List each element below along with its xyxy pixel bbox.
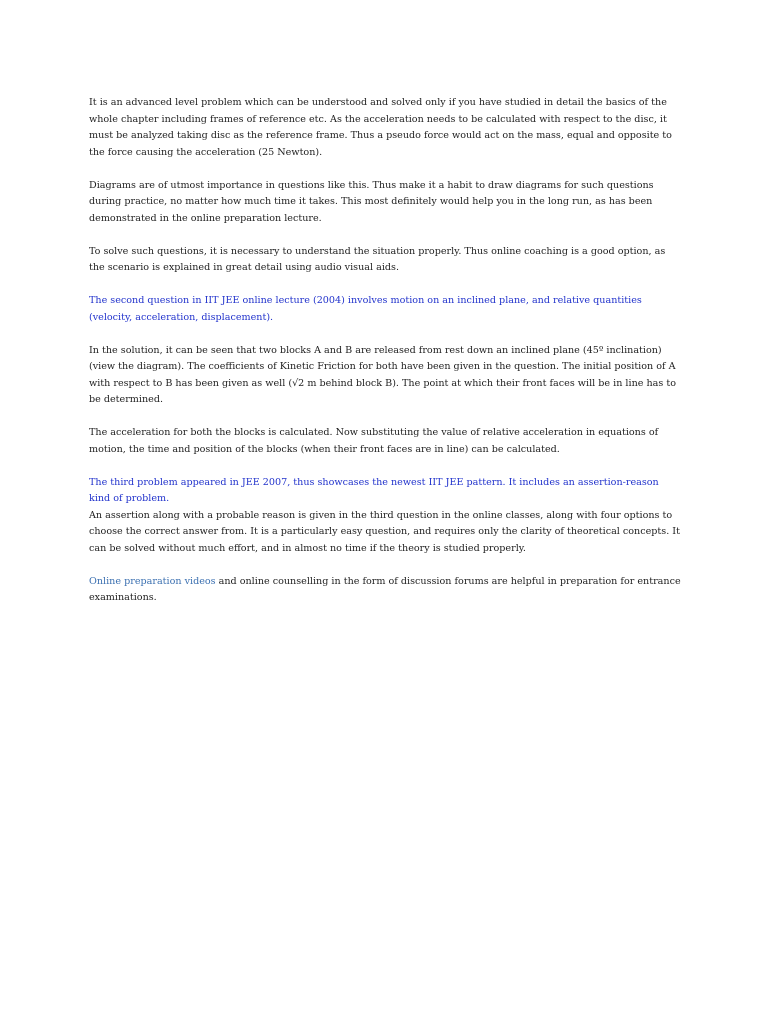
paragraph-inclined-plane-solution: In the solution, it can be seen that two blocks A and B are released from rest down an inclined plane (45º inclination) (view the diagram). The coefficients of Kinetic Friction for both have been given in the question. The initial position of A with respect to B has been given as well (√2 m behind block B). The point at which their front faces will be in line has to be determined. bbox=[89, 344, 676, 405]
paragraph-preparation-videos bbox=[89, 574, 681, 607]
paragraph-preparation-videos-text: and online counselling in the form of discussion forums are helpful in preparation for entrance examinations. bbox=[89, 575, 681, 603]
heading-third-problem: The third problem appeared in JEE 2007, thus showcases the newest IIT JEE pattern. It includes an assertion-reason kind of problem. bbox=[89, 476, 659, 504]
paragraph-online-coaching: To solve such questions, it is necessary to understand the situation properly. Thus online coaching is a good option, as the scenario is explained in great detail using audio visual aids. bbox=[89, 245, 666, 273]
online-preparation-videos-link[interactable]: Online preparation videos bbox=[89, 575, 216, 587]
paragraph-pseudo-force: It is an advanced level problem which can be understood and solved only if you have studied in detail the basics of the whole chapter including frames of reference etc. As the acceleration needs to be calculated with respect to the disc, it must be analyzed taking disc as the reference frame. Thus a pseudo force would act on the mass, equal and opposite to the force causing the acceleration (25 Newton). bbox=[89, 97, 672, 158]
article-body bbox=[89, 95, 681, 623]
paragraph-acceleration: The acceleration for both the blocks is calculated. Now substituting the value of relative acceleration in equations of motion, the time and position of the blocks (when their front faces are in line) can be calculated. bbox=[89, 427, 659, 455]
heading-second-question: The second question in IIT JEE online lecture (2004) involves motion on an inclined plane, and relative quantities (velocity, acceleration, displacement). bbox=[89, 295, 642, 323]
paragraph-assertion-reason: An assertion along with a probable reason is given in the third question in the online classes, along with four options to choose the correct answer from. It is a particularly easy question, and requires only the clarity of theoretical concepts. It can be solved without much effort, and in almost no time if the theory is studied properly. bbox=[89, 509, 680, 554]
paragraph-diagrams: Diagrams are of utmost importance in questions like this. Thus make it a habit to draw diagrams for such questions during practice, no matter how much time it takes. This most definitely would help you in the long run, as has been demonstrated in the online preparation lecture. bbox=[89, 179, 654, 224]
